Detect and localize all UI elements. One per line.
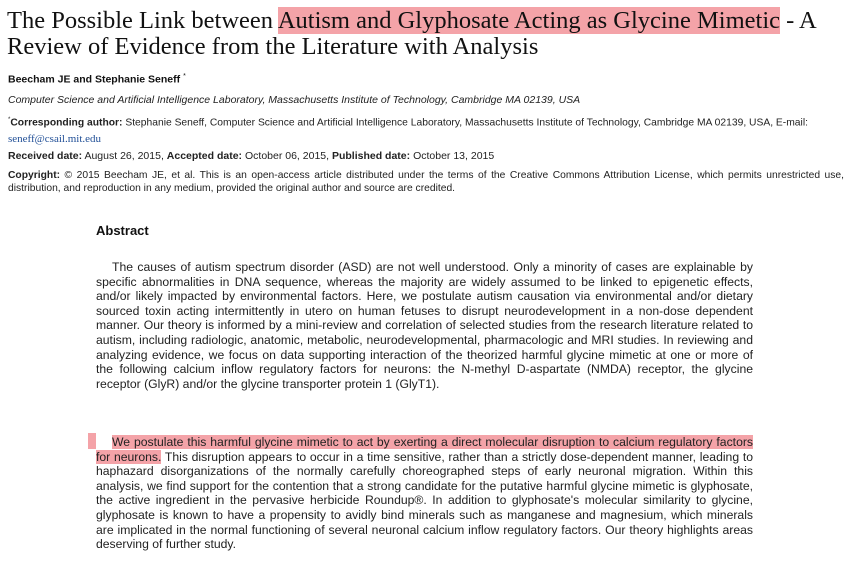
paragraph-2-text: This disruption appears to occur in a time sensitive, rather than a strictly dose-dependent manner, leading to haphazard disorganizations of the normally carefully choreographed steps of early neuronal migration. Within this analysis, we find support for the contention that a strong candidate for the putative harmful glycine mimetic is glyphosate, the active ingredient in the pervasive herbicide Roundup®. In addition to glyphosate's molecular similarity to glycine, glyphosate is known to have a propensity to avidly bind minerals such as manganese and magnesium, which minerals are implicated in the normal functioning of several neuronal calcium inflow regulatory factors. Our theory highlights areas deserving of further study.	[96, 449, 753, 552]
highlight-marker	[88, 433, 96, 449]
author-line	[8, 73, 186, 86]
accepted-label: Accepted date:	[166, 150, 243, 162]
title-suffix: - A Review of Evidence from the Literature with Analysis	[7, 7, 816, 60]
copyright-label: Copyright:	[8, 170, 61, 181]
abstract-paragraph-1: The causes of autism spectrum disorder (ASD) are not well understood. Only a minority of cases are explainable by specific abnormalities in DNA sequence, whereas the majority are widely assumed to be linked to epigenetic effects, and/or likely impacted by environmental factors. Here, we postulate autism causation via environmental and/or dietary sourced toxin acting intermittently in utero on human fetuses to disrupt neurodevelopment in a non-dose dependent manner. Our theory is informed by a mini-review and correlation of selected studies from the research literature related to autism, including radiologic, anatomic, metabolic, neurodevelopmental, pharmacologic and MRI studies. In reviewing and analyzing evidence, we focus on data supporting interaction of the theorized harmful glycine mimetic at one or more of the following calcium inflow regulatory factors for neurons: the N-methyl D-aspartate (NMDA) receptor, the glycine receptor (GlyR) and/or the glycine transporter protein 1 (GlyT1).	[96, 260, 753, 391]
corresponding-author	[8, 112, 844, 148]
article-title	[7, 8, 845, 60]
received-date: August 26, 2015,	[82, 150, 167, 162]
email-link[interactable]: seneff@csail.mit.edu	[8, 133, 102, 146]
published-date: October 13, 2015	[410, 150, 495, 162]
abstract-paragraph-2	[96, 435, 753, 552]
published-label: Published date:	[331, 150, 411, 162]
title-prefix: The Possible Link between	[7, 7, 278, 34]
title-highlight: Autism and Glyphosate Acting as Glycine Mimetic	[277, 7, 780, 34]
copyright-notice	[8, 169, 844, 195]
corresponding-label: Corresponding author:	[10, 117, 123, 129]
author-mark: *	[183, 73, 186, 80]
abstract-heading: Abstract	[96, 223, 149, 238]
corresponding-text: Stephanie Seneff, Computer Science and Artificial Intelligence Laboratory, Massachusetts Institute of Technology, Cambridge MA 02139, USA, E-mail:	[122, 117, 808, 129]
corresponding-mark: *	[8, 117, 11, 123]
author-names: Beecham JE and Stephanie Seneff	[8, 73, 181, 86]
paragraph-2-highlight: We postulate this harmful glycine mimetic to act by exerting a direct molecular disruption to calcium regulatory factors for neurons.	[96, 435, 753, 464]
accepted-date: October 06, 2015,	[242, 150, 332, 162]
affiliation: Computer Science and Artificial Intelligence Laboratory, Massachusetts Institute of Technology, Cambridge MA 02139, USA	[8, 94, 581, 106]
copyright-text: © 2015 Beecham JE, et al. This is an open-access article distributed under the terms of the Creative Commons Attribution License, which permits unrestricted use, distribution, and reproduction in any medium, provided the original author and source are credited.	[8, 170, 844, 194]
received-label: Received date:	[8, 150, 83, 162]
publication-dates	[8, 150, 494, 162]
